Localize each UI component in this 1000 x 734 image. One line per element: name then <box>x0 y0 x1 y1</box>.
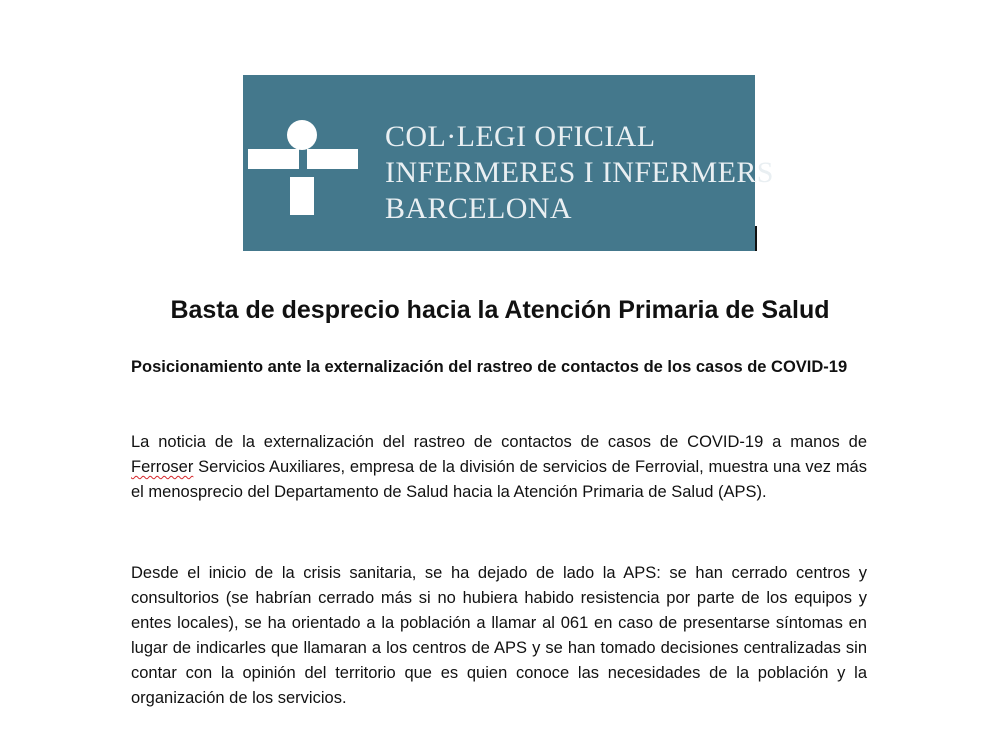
cross-left-bar <box>248 149 299 169</box>
cross-right-bar <box>307 149 358 169</box>
logo-line-2: INFERMERES I INFERMERS <box>385 156 774 189</box>
cross-stem <box>290 177 314 215</box>
logo-line-1: COL·LEGI OFICIAL <box>385 120 656 153</box>
spellcheck-flagged-word[interactable]: Ferroser <box>131 458 194 476</box>
document-subtitle: Posicionamiento ante la externalización del rastreo de contactos de los casos de COVID-19 <box>131 358 848 376</box>
cross-dot <box>287 120 317 150</box>
paragraph-1 <box>131 430 867 505</box>
paragraph-1-end: Servicios Auxiliares, empresa de la división de servicios de Ferrovial, muestra una vez más el menosprecio del Departamento de Salud hacia la Atención Primaria de Salud (APS). <box>131 458 867 501</box>
paragraph-2: Desde el inicio de la crisis sanitaria, se ha dejado de lado la APS: se han cerrado centros y consultorios (se habrían cerrado más si no hubiera habido resistencia por parte de los equipos y entes locales), se ha orientado a la población a llamar al 061 en caso de presentarse síntomas en lugar de indicarles que llamaran a los centros de APS y se han tomado decisiones centralizadas sin contar con la opinión del territorio que es quien conoce las necesidades de la población y la organización de los servicios. <box>131 564 867 707</box>
logo-text <box>385 119 774 227</box>
college-logo <box>243 75 774 251</box>
paragraph-1-start: La noticia de la externalización del rastreo de contactos de casos de COVID-19 a manos de <box>131 433 867 451</box>
document-title: Basta de desprecio hacia la Atención Primaria de Salud <box>170 296 830 324</box>
logo-edge-mark <box>755 226 757 251</box>
logo-line-3: BARCELONA <box>385 192 572 225</box>
